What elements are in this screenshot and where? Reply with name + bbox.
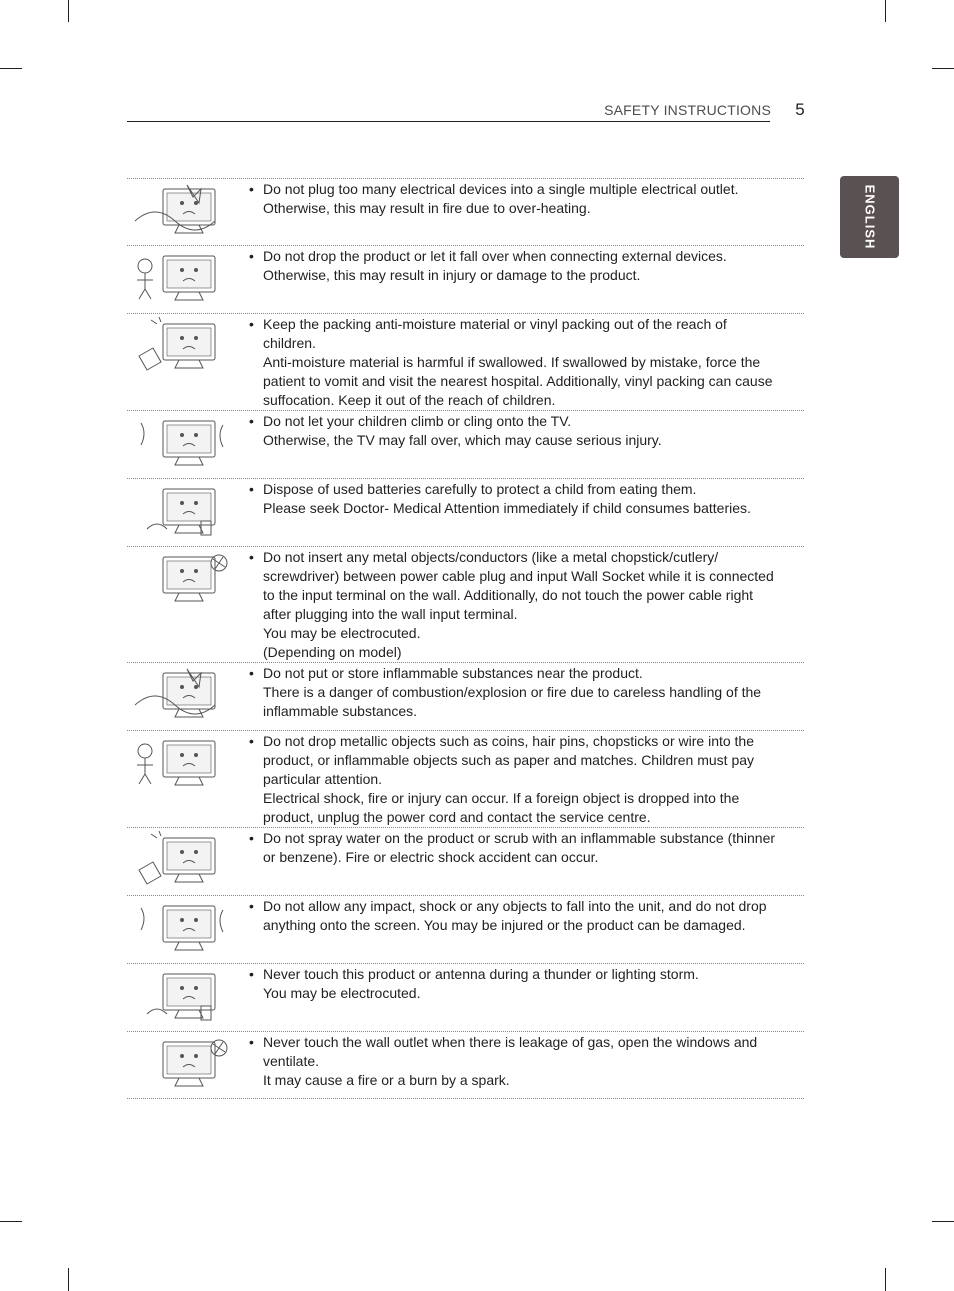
flammable-substance-icon [127,665,237,727]
bullet-icon: • [249,248,254,264]
safety-item-text [249,548,789,662]
safety-item [127,895,804,963]
safety-item-text [249,732,789,827]
safety-item-line: after plugging into the wall input terminal. [263,606,518,622]
safety-item [127,730,804,827]
safety-item [127,827,804,895]
safety-item-line: Anti-moisture material is harmful if swallowed. If swallowed by mistake, force the [263,354,761,370]
safety-item-line: ventilate. [263,1053,320,1069]
safety-item-line: to the input terminal on the wall. Additionally, do not touch the power cable right [263,587,754,603]
safety-item-line: You may be electrocuted. [263,985,421,1001]
safety-item-line: Otherwise, this may result in injury or damage to the product. [263,267,641,283]
crop-mark [0,68,22,69]
safety-item-line: Do not drop metallic objects such as coins, hair pins, chopsticks or wire into the [263,733,755,749]
language-tab-label: ENGLISH [862,184,877,250]
crop-mark [932,68,954,69]
safety-item [127,178,804,245]
safety-item-line: patient to vomit and visit the nearest hospital. Additionally, vinyl packing can cause [263,373,773,389]
safety-item-line: product, or inflammable objects such as paper and matches. Children must pay [263,752,755,768]
safety-item-line: Otherwise, this may result in fire due to over-heating. [263,200,591,216]
water-spray-tv-icon [127,830,237,892]
safety-item [127,245,804,313]
safety-item-line: Never touch this product or antenna during a thunder or lighting storm. [263,966,699,982]
safety-item-line: Do not drop the product or let it fall over when connecting external devices. [263,248,727,264]
metal-object-socket-icon [127,549,237,611]
safety-item-line: Please seek Doctor- Medical Attention immediately if child consumes batteries. [263,500,751,516]
safety-item-line: Electrical shock, fire or injury can occur. If a foreign object is dropped into the [263,790,740,806]
safety-item-line: You may be electrocuted. [263,625,421,641]
safety-item-line: Do not plug too many electrical devices into a single multiple electrical outlet. [263,181,739,197]
bullet-icon: • [249,481,254,497]
safety-item-line: Do not insert any metal objects/conductors (like a metal chopstick/cutlery/ [263,549,719,565]
safety-item-text [249,412,789,450]
battery-child-icon [127,481,237,543]
safety-item-line: or benzene). Fire or electric shock accident can occur. [263,849,599,865]
safety-item-line: There is a danger of combustion/explosion or fire due to careless handling of the [263,684,762,700]
bullet-icon: • [249,733,254,749]
safety-item [127,1031,804,1099]
bullet-icon: • [249,181,254,197]
tv-falling-child-icon [127,248,237,310]
safety-item [127,410,804,478]
safety-item-line: children. [263,335,316,351]
bullet-icon: • [249,1034,254,1050]
safety-item-line: Keep the packing anti-moisture material or vinyl packing out of the reach of [263,316,727,332]
safety-item-text [249,1033,789,1090]
safety-item-list [127,178,804,1099]
safety-item [127,313,804,410]
bullet-icon: • [249,830,254,846]
safety-item-line: It may cause a fire or a burn by a spark. [263,1072,510,1088]
bullet-icon: • [249,966,254,982]
safety-item-text [249,180,789,218]
safety-item [127,963,804,1031]
bullet-icon: • [249,413,254,429]
safety-item-line: suffocation. Keep it out of the reach of children. [263,392,556,408]
section-title: SAFETY INSTRUCTIONS [604,102,771,118]
lightning-storm-tv-icon [127,966,237,1028]
safety-item-text [249,247,789,285]
bullet-icon: • [249,316,254,332]
safety-item-line: Never touch the wall outlet when there is leakage of gas, open the windows and [263,1034,758,1050]
gas-leak-outlet-icon [127,1034,237,1096]
safety-item-line: Dispose of used batteries carefully to protect a child from eating them. [263,481,697,497]
safety-item-text [249,480,789,518]
packing-material-child-icon [127,316,237,378]
bullet-icon: • [249,549,254,565]
safety-item-text [249,829,789,867]
safety-item-line: Do not let your children climb or cling onto the TV. [263,413,572,429]
metallic-objects-tv-icon [127,733,237,795]
safety-item-line: Otherwise, the TV may fall over, which may cause serious injury. [263,432,662,448]
ball-impact-tv-icon [127,898,237,960]
safety-item-line: Do not put or store inflammable substances near the product. [263,665,643,681]
crop-mark [885,0,886,22]
safety-item-line: screwdriver) between power cable plug and input Wall Socket while it is connected [263,568,774,584]
crop-mark [68,1268,69,1291]
safety-item-line: (Depending on model) [263,644,402,660]
safety-item [127,546,804,662]
safety-item-text [249,965,789,1003]
safety-item-line: Do not spray water on the product or scrub with an inflammable substance (thinner [263,830,776,846]
safety-item-line: particular attention. [263,771,383,787]
crop-mark [885,1268,886,1291]
bullet-icon: • [249,898,254,914]
safety-item [127,478,804,546]
overloaded-outlet-icon [127,181,237,243]
crop-mark [932,1221,954,1222]
header-rule [127,121,770,122]
page-number: 5 [795,100,805,119]
language-tab [840,176,899,258]
safety-item-line: product, unplug the power cord and contact the service centre. [263,809,651,825]
safety-item-line: inflammable substances. [263,703,418,719]
child-climbing-tv-icon [127,413,237,475]
safety-item [127,662,804,730]
safety-item-text [249,664,789,721]
safety-item-line: Do not allow any impact, shock or any objects to fall into the unit, and do not drop [263,898,767,914]
safety-item-line: anything onto the screen. You may be injured or the product can be damaged. [263,917,746,933]
safety-item-text [249,897,789,935]
bullet-icon: • [249,665,254,681]
crop-mark [0,1221,22,1222]
crop-mark [68,0,69,22]
safety-item-text [249,315,789,410]
